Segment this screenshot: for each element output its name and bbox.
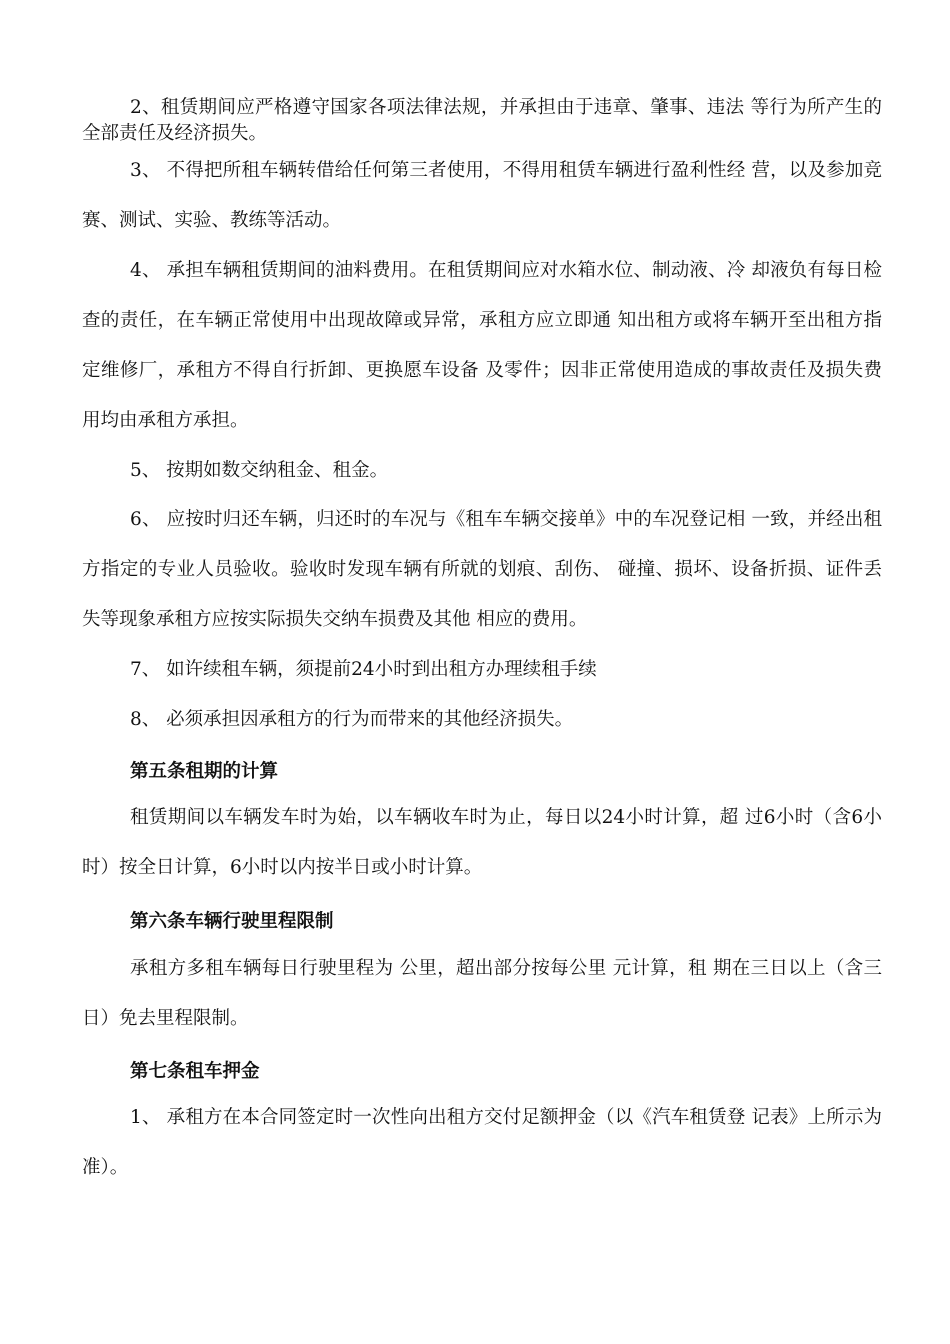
section-7-title: 第七条租车押金 <box>130 1061 260 1082</box>
clause-6: 6、 应按时归还车辆，归还时的车况与《租车车辆交接单》中的车况登记相 一致，并经出租方指定的专业人员验收。验收时发现车辆有所就的划痕、刮伤、 碰撞、损坏、设备折损、证件丢失等现象承租方应按实际损失交纳车损费及其他 相应的费用。 <box>82 509 882 630</box>
clause-7: 7、 如许续租车辆，须提前24小时到出租方办理续租手续 <box>130 659 597 680</box>
section-5-title: 第五条租期的计算 <box>130 761 279 782</box>
section-5-body: 租赁期间以车辆发车时为始，以车辆收车时为止，每日以24小时计算，超 过6小时（含6小时）按全日计算，6小时以内按半日或小时计算。 <box>82 807 882 878</box>
section-7-clause-1: 1、 承租方在本合同签定时一次性向出租方交付足额押金（以《汽车租赁登 记表》上所示为准）。 <box>82 1107 882 1178</box>
clause-3: 3、 不得把所租车辆转借给任何第三者使用，不得用租赁车辆进行盈利性经 营，以及参加竞赛、测试、实验、教练等活动。 <box>82 160 882 231</box>
clause-2: 2、租赁期间应严格遵守国家各项法律法规，并承担由于违章、肇事、违法 等行为所产生的全部责任及经济损失。 <box>82 97 882 144</box>
section-6-body: 承租方多租车辆每日行驶里程为 公里，超出部分按每公里 元计算，租 期在三日以上（含三日）免去里程限制。 <box>82 958 882 1029</box>
clause-4: 4、 承担车辆租赁期间的油料费用。在租赁期间应对水箱水位、制动液、冷 却液负有每日检查的责任，在车辆正常使用中出现故障或异常，承租方应立即通 知出租方或将车辆开至出租方指定维修厂，承租方不得自行折卸、更换愿车设备 及零件；因非正常使用造成的事故责任及损失费用均由承租方承担。 <box>82 260 882 431</box>
clause-8: 8、 必须承担因承租方的行为而带来的其他经济损失。 <box>130 709 574 730</box>
clause-5: 5、 按期如数交纳租金、租金。 <box>130 460 389 481</box>
section-6-title: 第六条车辆行驶里程限制 <box>130 911 334 932</box>
